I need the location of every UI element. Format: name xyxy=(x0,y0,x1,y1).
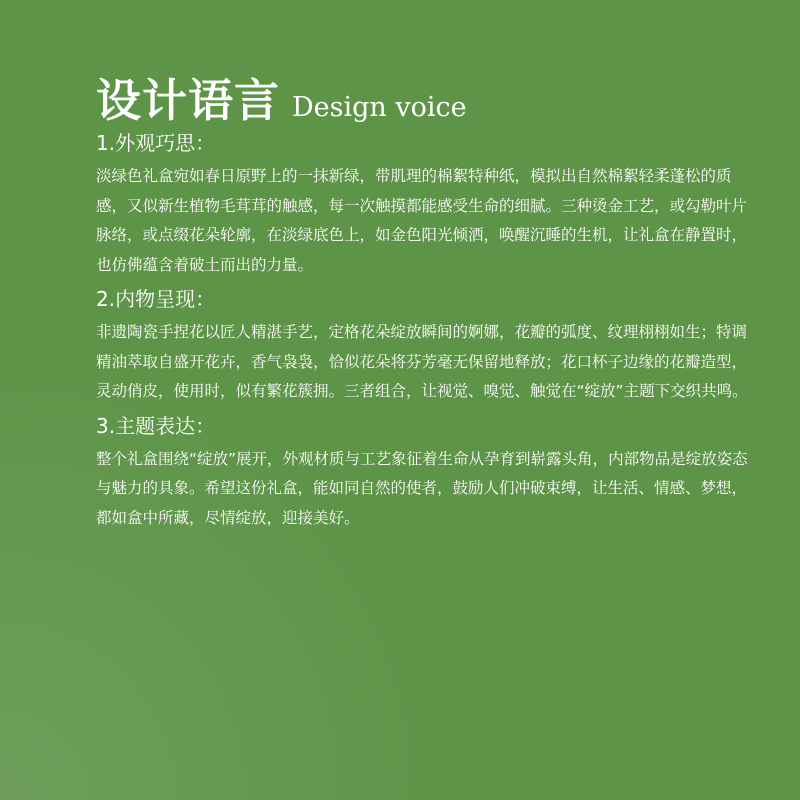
section-body: 整个礼盒围绕“绽放”展开，外观材质与工艺象征着生命从孕育到崭露头角，内部物品是绽放姿态与魅力的具象。希望这份礼盒，能如同自然的使者，鼓励人们冲破束缚，让生活、情感、梦想，都如盒中所藏，尽情绽放，迎接美好。 xyxy=(96,449,748,527)
page-title xyxy=(96,64,756,127)
section-theme xyxy=(96,411,756,534)
title-chinese: 设计语言 xyxy=(96,74,281,127)
section-appearance xyxy=(96,128,756,280)
section-heading: 1.外观巧思： xyxy=(96,131,216,155)
section-heading: 2.内物呈现： xyxy=(96,287,216,311)
design-voice-panel xyxy=(96,64,756,533)
title-english: Design voice xyxy=(292,92,467,123)
section-body: 淡绿色礼盒宛如春日原野上的一抹新绿，带肌理的棉絮特种纸，模拟出自然棉絮轻柔蓬松的质感，又似新生植物毛茸茸的触感，每一次触摸都能感受生命的细腻。三种烫金工艺，或勾勒叶片脉络，或点缀花朵轮廓，在淡绿底色上，如金色阳光倾洒，唤醒沉睡的生机，让礼盒在静置时，也仿佛蕴含着破土而出的力量。 xyxy=(96,167,748,274)
section-contents xyxy=(96,284,756,407)
section-heading: 3.主题表达： xyxy=(96,413,216,438)
section-body: 非遗陶瓷手捏花以匠人精湛手艺，定格花朵绽放瞬间的婀娜，花瓣的弧度、纹理栩栩如生；特调精油萃取自盛开花卉，香气袅袅，恰似花朵将芬芳毫无保留地释放；花口杯子边缘的花瓣造型，灵动俏皮，使用时，似有繁花簇拥。三者组合，让视觉、嗅觉、触觉在“绽放”主题下交织共鸣。 xyxy=(96,323,748,400)
